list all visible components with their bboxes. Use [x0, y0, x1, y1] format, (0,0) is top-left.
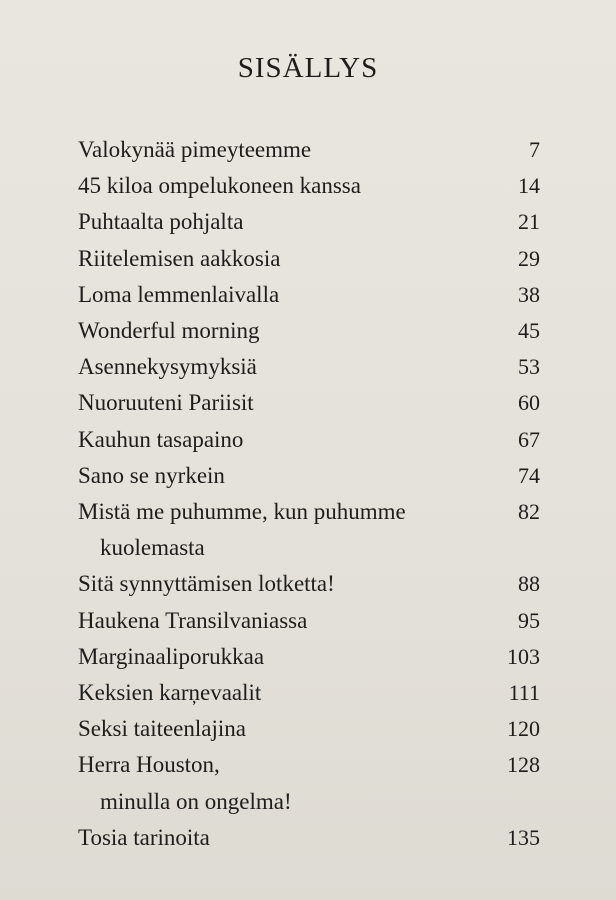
toc-entry-title-line: Haukena Transilvaniassa: [78, 607, 308, 633]
toc-entry: [78, 277, 540, 313]
toc-entry: [78, 132, 540, 168]
toc-entry-title: [78, 349, 488, 385]
toc-entry-title-line: Marginaaliporukkaa: [78, 643, 265, 669]
toc-entry-title-line: Sano se nyrkein: [78, 462, 225, 488]
toc-entry-title-line: Puhtaalta pohjalta: [78, 209, 244, 235]
toc-entry: [78, 747, 540, 819]
toc-entry-title-line: Kauhun tasapaino: [78, 426, 244, 452]
toc-entry-page-number: 120: [507, 716, 540, 742]
toc-entry: [78, 422, 540, 458]
toc-entry-title-line: Sitä synnyttämisen lotketta!: [78, 571, 335, 597]
toc-entry: [78, 204, 540, 240]
toc-entry-page-number: 103: [507, 643, 540, 669]
toc-entry-page-number: 88: [518, 571, 540, 597]
table-of-contents: [78, 132, 540, 856]
toc-entry: [78, 639, 540, 675]
toc-entry-title: [78, 204, 488, 240]
toc-entry-page-number: 53: [518, 354, 540, 380]
page-title: SISÄLLYS: [237, 52, 379, 84]
toc-entry: [78, 458, 540, 494]
toc-entry-title-line: Nuoruuteni Pariisit: [78, 390, 254, 416]
toc-entry-title: [78, 820, 488, 856]
toc-entry: [78, 385, 540, 421]
toc-entry-page-number: 60: [518, 390, 540, 416]
toc-entry-title: [78, 494, 488, 566]
toc-entry-page-number: 21: [518, 209, 540, 235]
toc-entry-title: [78, 385, 488, 421]
toc-entry-title: [78, 747, 488, 819]
toc-entry-title-line: Valokynää pimeyteemme: [78, 137, 312, 162]
toc-entry-title-line: Loma lemmenlaivalla: [78, 281, 280, 307]
toc-entry-title: [78, 168, 488, 204]
toc-entry-title-continuation: kuolemasta: [100, 535, 205, 561]
toc-entry-title-line: Seksi taiteenlajina: [78, 716, 246, 742]
toc-entry: [78, 494, 540, 566]
toc-entry: [78, 313, 540, 349]
toc-entry-title-line: Wonderful morning: [78, 318, 260, 344]
toc-entry-title: [78, 241, 488, 277]
toc-entry-page-number: 45: [518, 318, 540, 344]
toc-entry-title: [78, 132, 488, 168]
toc-entry: [78, 603, 540, 639]
toc-entry-title: [78, 277, 488, 313]
toc-entry-page-number: 38: [518, 281, 540, 307]
toc-entry-title-line: Tosia tarinoita: [78, 824, 210, 850]
toc-entry: [78, 675, 540, 711]
toc-entry-title-line: Herra Houston,: [78, 752, 220, 778]
toc-entry-title: [78, 313, 488, 349]
toc-entry-title-continuation: minulla on ongelma!: [100, 788, 292, 814]
toc-entry-title: [78, 675, 488, 711]
toc-entry-title-line: Riitelemisen aakkosia: [78, 245, 281, 271]
toc-entry: [78, 349, 540, 385]
toc-entry-title: [78, 458, 488, 494]
toc-entry-title: [78, 711, 488, 747]
toc-entry-page-number: 135: [507, 824, 540, 850]
toc-entry-title-line: Keksien karņevaalit: [78, 680, 262, 706]
toc-entry-title-line: Mistä me puhumme, kun puhumme: [78, 499, 406, 525]
toc-entry-page-number: 7: [529, 137, 540, 162]
toc-entry: [78, 168, 540, 204]
toc-entry: [78, 711, 540, 747]
toc-entry-page-number: 111: [508, 680, 540, 706]
toc-entry-title: [78, 639, 488, 675]
toc-entry-page-number: 95: [518, 607, 540, 633]
toc-entry-page-number: 29: [518, 245, 540, 271]
toc-entry-page-number: 128: [507, 752, 540, 778]
toc-entry-page-number: 14: [518, 173, 540, 199]
toc-entry-title: [78, 603, 488, 639]
toc-entry-page-number: 67: [518, 426, 540, 452]
toc-entry: [78, 820, 540, 856]
toc-entry-title-line: Asennekysymyksiä: [78, 354, 257, 380]
toc-entry: [78, 566, 540, 602]
toc-entry: [78, 241, 540, 277]
toc-entry-page-number: 74: [518, 462, 540, 488]
toc-entry-page-number: 82: [518, 499, 540, 525]
toc-entry-title: [78, 566, 488, 602]
toc-entry-title: [78, 422, 488, 458]
toc-entry-title-line: 45 kiloa ompelukoneen kanssa: [78, 173, 361, 199]
